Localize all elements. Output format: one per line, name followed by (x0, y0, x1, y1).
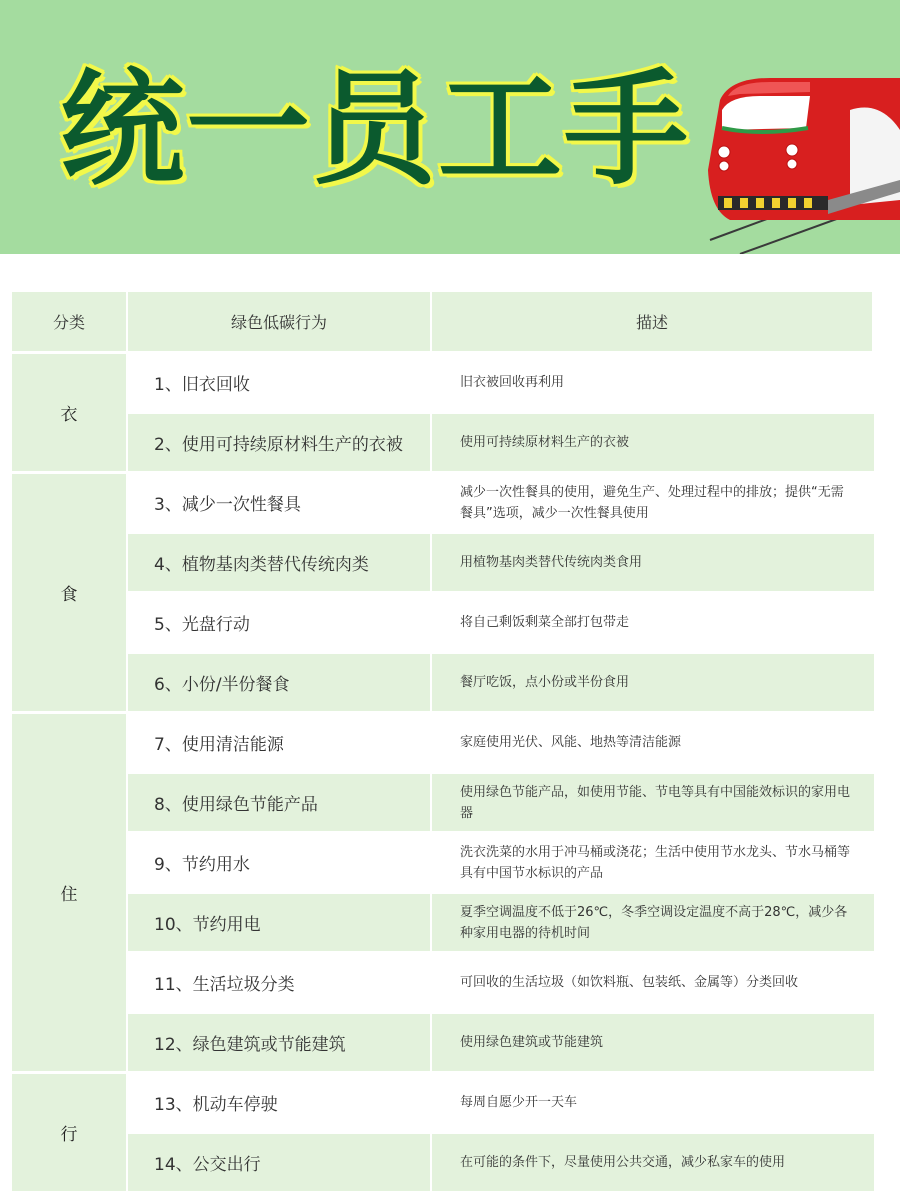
behavior-cell: 4、植物基肉类替代传统肉类 (128, 534, 432, 594)
behavior-cell: 5、光盘行动 (128, 594, 432, 654)
table-row (12, 774, 874, 834)
table-row (12, 414, 874, 474)
description-cell: 夏季空调温度不低于26℃，冬季空调设定温度不高于28℃，减少各种家用电器的待机时间 (432, 894, 874, 954)
behavior-cell: 13、机动车停驶 (128, 1074, 432, 1134)
table-row (12, 954, 874, 1014)
description-cell: 每周自愿少开一天车 (432, 1074, 874, 1134)
behavior-cell: 8、使用绿色节能产品 (128, 774, 432, 834)
table-row (12, 594, 874, 654)
description-cell: 家庭使用光伏、风能、地热等清洁能源 (432, 714, 874, 774)
green-behavior-table (12, 292, 874, 1194)
table-header-row (12, 292, 874, 354)
behavior-cell: 6、小份/半份餐食 (128, 654, 432, 714)
description-cell: 洗衣洗菜的水用于冲马桶或浇花；生活中使用节水龙头、节水马桶等具有中国节水标识的产品 (432, 834, 874, 894)
description-cell: 餐厅吃饭，点小份或半份食用 (432, 654, 874, 714)
green-behavior-table-container (12, 292, 874, 1192)
table-row (12, 834, 874, 894)
category-cell: 食 (12, 474, 128, 714)
description-cell: 用植物基肉类替代传统肉类食用 (432, 534, 874, 594)
table-row (12, 1134, 874, 1194)
behavior-cell: 12、绿色建筑或节能建筑 (128, 1014, 432, 1074)
table-row (12, 474, 874, 534)
behavior-cell: 7、使用清洁能源 (128, 714, 432, 774)
behavior-cell: 3、减少一次性餐具 (128, 474, 432, 534)
page-title: 统一员工手 (60, 58, 691, 202)
category-cell: 住 (12, 714, 128, 1074)
header-description: 描述 (432, 292, 874, 354)
description-cell: 旧衣被回收再利用 (432, 354, 874, 414)
description-cell: 可回收的生活垃圾（如饮料瓶、包装纸、金属等）分类回收 (432, 954, 874, 1014)
category-cell: 衣 (12, 354, 128, 474)
description-cell: 将自己剩饭剩菜全部打包带走 (432, 594, 874, 654)
table-row (12, 894, 874, 954)
table-row (12, 1014, 874, 1074)
category-cell: 行 (12, 1074, 128, 1194)
behavior-cell: 11、生活垃圾分类 (128, 954, 432, 1014)
table-row (12, 354, 874, 414)
description-cell: 使用绿色节能产品，如使用节能、节电等具有中国能效标识的家用电器 (432, 774, 874, 834)
description-cell: 在可能的条件下，尽量使用公共交通，减少私家车的使用 (432, 1134, 874, 1194)
description-cell: 使用绿色建筑或节能建筑 (432, 1014, 874, 1074)
behavior-cell: 2、使用可持续原材料生产的衣被 (128, 414, 432, 474)
behavior-cell: 10、节约用电 (128, 894, 432, 954)
header-banner (0, 0, 900, 254)
behavior-cell: 9、节约用水 (128, 834, 432, 894)
behavior-cell: 14、公交出行 (128, 1134, 432, 1194)
table-row (12, 534, 874, 594)
behavior-cell: 1、旧衣回收 (128, 354, 432, 414)
header-behavior: 绿色低碳行为 (128, 292, 432, 354)
train-icon (700, 70, 900, 254)
description-cell: 使用可持续原材料生产的衣被 (432, 414, 874, 474)
table-row (12, 714, 874, 774)
table-body (12, 354, 874, 1194)
description-cell: 减少一次性餐具的使用，避免生产、处理过程中的排放；提供“无需餐具”选项，减少一次性餐具使用 (432, 474, 874, 534)
header-category: 分类 (12, 292, 128, 354)
table-row (12, 654, 874, 714)
table-row (12, 1074, 874, 1134)
